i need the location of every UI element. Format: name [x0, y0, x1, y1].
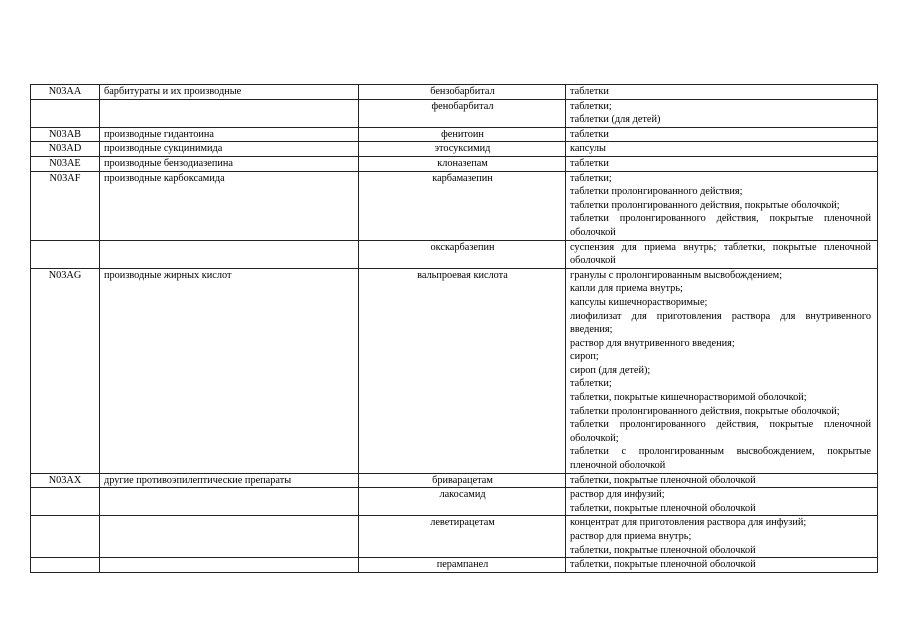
atc-code-cell: N03AE: [31, 156, 100, 171]
atc-code-cell: [31, 240, 100, 268]
dosage-forms-cell: [566, 171, 878, 240]
dosage-form-item: раствор для инфузий;: [570, 489, 665, 501]
pharm-group-cell: производные жирных кислот: [100, 268, 359, 473]
drug-name-cell: вальпроевая кислота: [359, 268, 566, 473]
dosage-form-item: таблетки, покрытые пленочной оболочкой: [570, 559, 756, 571]
pharm-group-cell: [100, 99, 359, 127]
dosage-form-item: гранулы с пролонгированным высвобождением;: [570, 269, 783, 281]
pharm-group-cell: [100, 240, 359, 268]
dosage-forms-cell: [566, 268, 878, 473]
dosage-form-item: таблетки: [570, 157, 609, 169]
table-row: [31, 171, 878, 240]
dosage-form-item: таблетки пролонгированного действия;: [570, 186, 743, 198]
atc-code-cell: [31, 516, 100, 558]
dosage-form-item: таблетки пролонгированного действия, покрытые оболочкой;: [570, 405, 840, 417]
drug-name-cell: клоназепам: [359, 156, 566, 171]
drug-table: [30, 84, 878, 573]
table-row: [31, 516, 878, 558]
atc-code-cell: N03AX: [31, 473, 100, 488]
pharm-group-cell: барбитураты и их производные: [100, 85, 359, 100]
dosage-form-item: таблетки: [570, 86, 609, 97]
table-row: [31, 127, 878, 142]
dosage-forms-cell: [566, 240, 878, 268]
dosage-forms-cell: [566, 516, 878, 558]
table-row: [31, 268, 878, 473]
atc-code-cell: N03AF: [31, 171, 100, 240]
dosage-forms-cell: [566, 156, 878, 171]
dosage-forms-cell: [566, 473, 878, 488]
table-row: [31, 240, 878, 268]
atc-code-cell: [31, 558, 100, 573]
table-row: [31, 156, 878, 171]
table-row: [31, 488, 878, 516]
table-row: [31, 99, 878, 127]
dosage-form-item: лиофилизат для приготовления раствора для внутривенного введения;: [570, 310, 871, 336]
dosage-form-item: капсулы: [570, 143, 606, 155]
dosage-form-item: раствор для внутривенного введения;: [570, 337, 735, 349]
dosage-forms-cell: [566, 85, 878, 100]
atc-code-cell: N03AB: [31, 127, 100, 142]
table-row: [31, 142, 878, 157]
dosage-forms-cell: [566, 99, 878, 127]
table-row: [31, 85, 878, 100]
dosage-form-item: суспензия для приема внутрь; таблетки, покрытые пленочной оболочкой: [570, 241, 871, 267]
dosage-form-item: таблетки, покрытые пленочной оболочкой: [570, 544, 756, 556]
drug-name-cell: карбамазепин: [359, 171, 566, 240]
dosage-form-item: таблетки (для детей): [570, 114, 661, 126]
atc-code-cell: N03AD: [31, 142, 100, 157]
pharm-group-cell: [100, 488, 359, 516]
dosage-form-item: таблетки с пролонгированным высвобождением, покрытые пленочной оболочкой: [570, 446, 871, 472]
dosage-form-item: таблетки: [570, 128, 609, 140]
dosage-form-item: сироп;: [570, 351, 599, 363]
dosage-form-item: таблетки;: [570, 100, 612, 112]
dosage-forms-cell: [566, 127, 878, 142]
atc-code-cell: N03AG: [31, 268, 100, 473]
drug-name-cell: лакосамид: [359, 488, 566, 516]
drug-name-cell: бензобарбитал: [359, 85, 566, 100]
pharm-group-cell: производные карбоксамида: [100, 171, 359, 240]
pharm-group-cell: производные сукцинимида: [100, 142, 359, 157]
dosage-form-item: капсулы кишечнорастворимые;: [570, 296, 708, 308]
pharm-group-cell: производные гидантоина: [100, 127, 359, 142]
drug-name-cell: бриварацетам: [359, 473, 566, 488]
dosage-form-item: сироп (для детей);: [570, 364, 651, 376]
dosage-form-item: таблетки, покрытые кишечнорастворимой оболочкой;: [570, 392, 807, 404]
dosage-forms-cell: [566, 142, 878, 157]
pharm-group-cell: [100, 558, 359, 573]
dosage-form-item: таблетки;: [570, 172, 612, 184]
dosage-forms-cell: [566, 488, 878, 516]
dosage-form-item: таблетки, покрытые пленочной оболочкой: [570, 474, 756, 486]
pharm-group-cell: производные бензодиазепина: [100, 156, 359, 171]
dosage-form-item: таблетки, покрытые пленочной оболочкой: [570, 502, 756, 514]
pharm-group-cell: [100, 516, 359, 558]
pharm-group-cell: другие противоэпилептические препараты: [100, 473, 359, 488]
dosage-form-item: таблетки;: [570, 378, 612, 390]
drug-table-body: [31, 85, 878, 573]
dosage-form-item: таблетки пролонгированного действия, покрытые оболочкой;: [570, 199, 840, 211]
dosage-form-item: таблетки пролонгированного действия, покрытые пленочной оболочкой: [570, 213, 871, 238]
atc-code-cell: [31, 488, 100, 516]
table-row: [31, 558, 878, 573]
drug-name-cell: леветирацетам: [359, 516, 566, 558]
dosage-form-item: концентрат для приготовления раствора для инфузий;: [570, 517, 807, 529]
drug-name-cell: перампанел: [359, 558, 566, 573]
atc-code-cell: N03AA: [31, 85, 100, 100]
drug-name-cell: этосуксимид: [359, 142, 566, 157]
dosage-form-item: капли для приема внутрь;: [570, 283, 683, 295]
atc-code-cell: [31, 99, 100, 127]
table-row: [31, 473, 878, 488]
drug-name-cell: фенитоин: [359, 127, 566, 142]
dosage-forms-cell: [566, 558, 878, 573]
drug-name-cell: окскарбазепин: [359, 240, 566, 268]
drug-name-cell: фенобарбитал: [359, 99, 566, 127]
dosage-form-item: таблетки пролонгированного действия, покрытые пленочной оболочкой;: [570, 419, 871, 444]
dosage-form-item: раствор для приема внутрь;: [570, 531, 692, 542]
